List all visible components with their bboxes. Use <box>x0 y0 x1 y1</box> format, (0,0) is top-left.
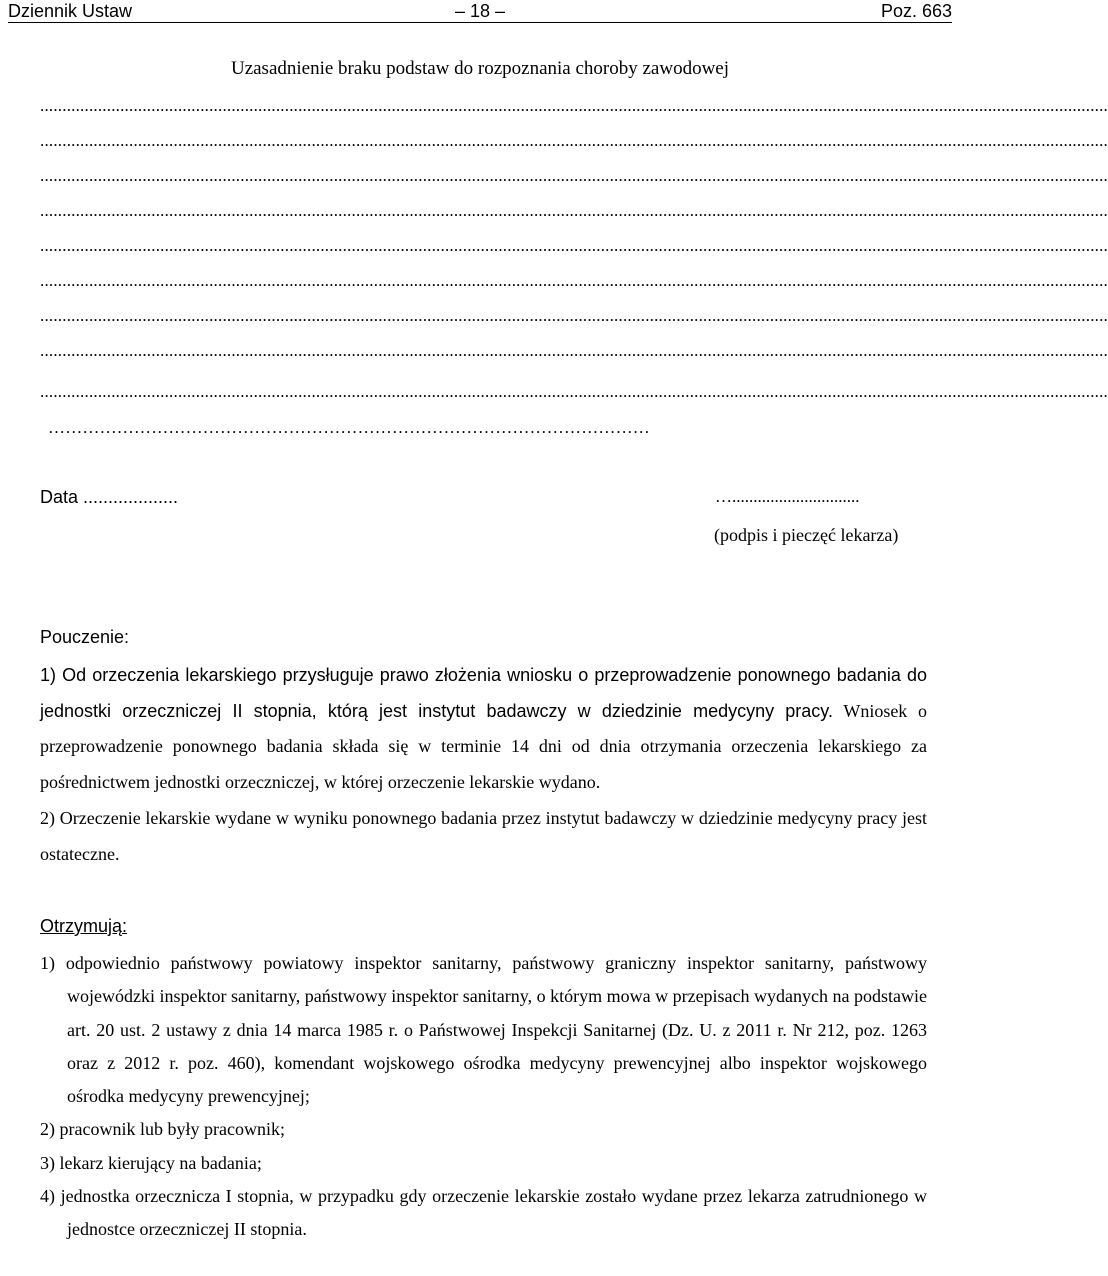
recipients-list <box>40 947 927 1247</box>
dotted-line-9: ................................................................................................................................................................................................................................................ <box>40 382 1108 401</box>
dotted-line-4: ................................................................................................................................................................................................................................................ <box>40 201 1108 220</box>
signature-dots: ….............................. <box>715 487 860 506</box>
dotted-line-7: ................................................................................................................................................................................................................................................ <box>40 306 1108 325</box>
dotted-line-5: ................................................................................................................................................................................................................................................ <box>40 236 1108 255</box>
position-number: Poz. 663 <box>880 1 952 21</box>
page-header <box>8 0 952 23</box>
recipient-item-2: 2) pracownik lub były pracownik; <box>40 1119 285 1140</box>
instruction-paragraph-1-part-2: Wniosek o przeprowadzenie ponownego badania składa się w terminie 14 dni od dnia otrzymania orzeczenia lekarskiego za pośrednictwem jednostki orzeczniczej, w której orzeczenie lekarskie wydano. <box>40 700 927 792</box>
dotted-line-2: ................................................................................................................................................................................................................................................ <box>40 131 1108 150</box>
recipient-item-1: 1) odpowiednio państwowy powiatowy inspektor sanitarny, państwowy graniczny inspektor sanitarny, państwowy wojewódzki inspektor sanitarny, państwowy inspektor sanitarny, o którym mowa w przepisach wydanych na podstawie art. 20 ust. 2 ustawy z dnia 14 marca 1985 r. o Państwowej Inspekcji Sanitarnej (Dz. U. z 2011 r. Nr 212, poz. 1263 oraz z 2012 r. poz. 460), komendant wojskowego ośrodka medycyny prewencyjnej albo inspektor wojskowego ośrodka medycyny prewencyjnej; <box>40 953 927 1107</box>
recipients-heading: Otrzymują: <box>40 916 128 936</box>
signature-caption: (podpis i pieczęć lekarza) <box>714 525 899 545</box>
dotted-line-10: …………………………………………………………………………………………… <box>48 418 650 437</box>
page-number: – 18 – <box>454 1 506 21</box>
instruction-paragraph-1 <box>40 658 927 800</box>
journal-name: Dziennik Ustaw <box>8 1 133 21</box>
dotted-line-6: ................................................................................................................................................................................................................................................ <box>40 271 1108 290</box>
recipient-item-4: 4) jednostka orzecznicza I stopnia, w przypadku gdy orzeczenie lekarskie zostało wydane przez lekarza zatrudnionego w jednostce orzeczniczej II stopnia. <box>40 1186 927 1240</box>
date-field-label: Data ................... <box>40 487 179 507</box>
instruction-paragraph-2: 2) Orzeczenie lekarskie wydane w wyniku ponownego badania przez instytut badawczy w dziedzinie medycyny pracy jest ostateczne. <box>40 808 927 864</box>
dotted-line-1: ................................................................................................................................................................................................................................................ <box>40 96 1108 115</box>
instruction-paragraph-1-part-1: 1) Od orzeczenia lekarskiego przysługuje prawo złożenia wniosku o przeprowadzenie ponownego badania do jednostki orzeczniczej II stopnia, którą jest instytut badawczy w dziedzinie medycyny pracy. <box>40 665 927 721</box>
dotted-line-3: ................................................................................................................................................................................................................................................ <box>40 166 1108 185</box>
recipient-item-3: 3) lekarz kierujący na badania; <box>40 1152 262 1173</box>
dotted-line-8: ................................................................................................................................................................................................................................................ <box>40 341 1108 360</box>
document-title: Uzasadnienie braku podstaw do rozpoznania choroby zawodowej <box>230 58 730 79</box>
instruction-heading: Pouczenie: <box>40 627 130 647</box>
